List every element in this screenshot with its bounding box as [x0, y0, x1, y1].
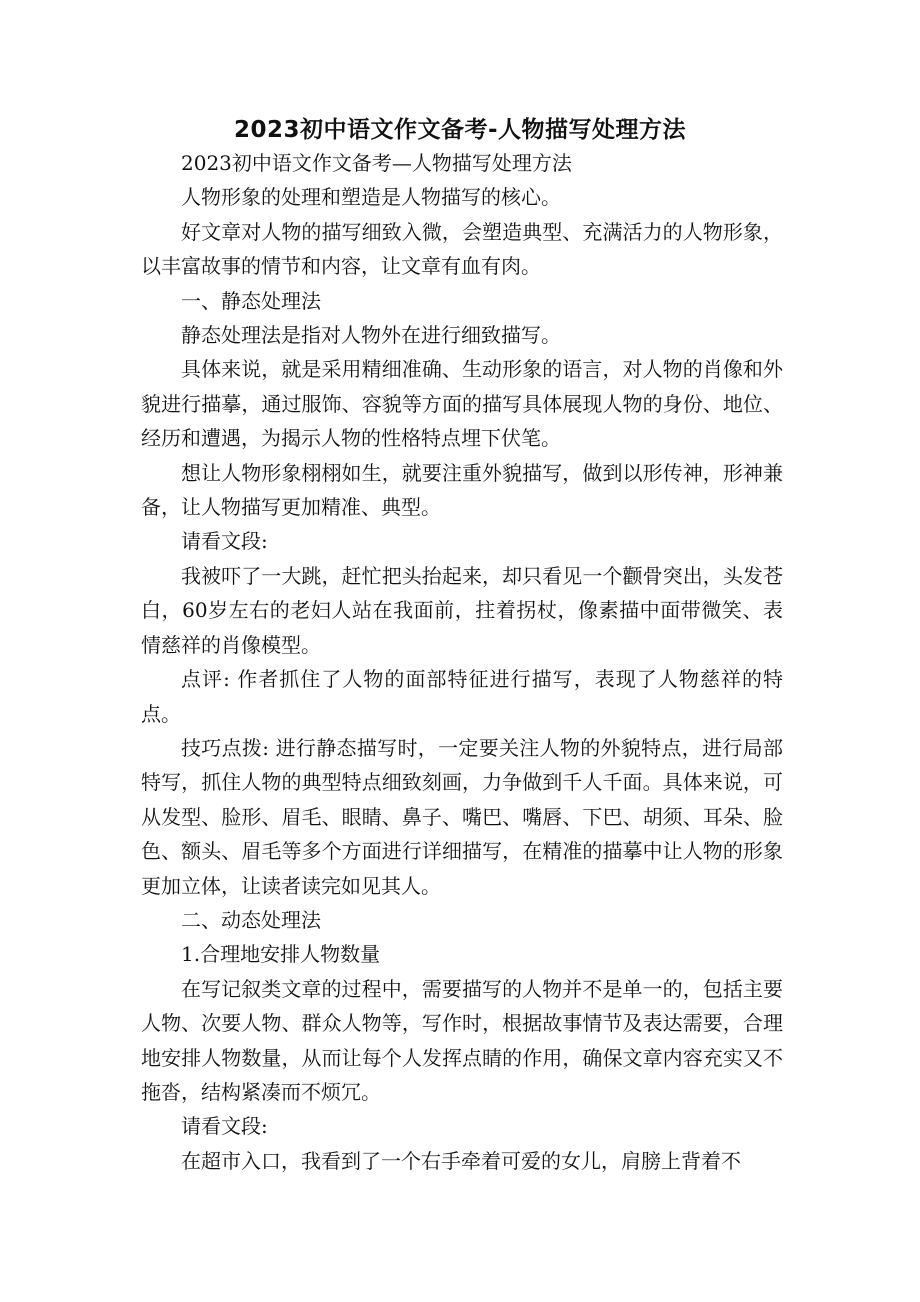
body-paragraph: 请看文段: — [181, 529, 268, 554]
document-body — [141, 146, 783, 1178]
body-paragraph: 请看文段: — [181, 1114, 268, 1139]
tip-paragraph: 技巧点拨: 进行静态描写时，一定要关注人物的外貌特点，进行局部特写，抓住人物的典型特点细致刻画，力争做到千人千面。具体来说，可从发型、脸形、眉毛、眼睛、鼻子、嘴巴、嘴唇、下巴、胡须、耳朵、脸色、额头、眉毛等多个方面进行详细描写，在精准的描摹中让人物的形象更加立体，让读者读完如见其人。 — [141, 735, 783, 898]
subtitle-paragraph: 2023初中语文作文备考—人物描写处理方法 — [181, 151, 572, 175]
document-title: 2023初中语文作文备考-人物描写处理方法 — [233, 117, 687, 143]
subsection-heading: 1.合理地安排人物数量 — [181, 942, 381, 967]
example-paragraph: 在超市入口，我看到了一个右手牵着可爱的女儿，肩膀上背着不 — [181, 1148, 741, 1173]
body-paragraph: 静态处理法是指对人物外在进行细致描写。 — [181, 323, 561, 348]
body-paragraph: 人物形象的处理和塑造是人物描写的核心。 — [181, 185, 561, 210]
body-paragraph: 想让人物形象栩栩如生，就要注重外貌描写，做到以形传神，形神兼备，让人物描写更加精准、典型。 — [141, 460, 783, 520]
section-heading: 一、静态处理法 — [181, 288, 321, 313]
example-paragraph: 我被吓了一大跳，赶忙把头抬起来，却只看见一个颧骨突出，头发苍白，60岁左右的老妇人站在我面前，拄着拐杖，像素描中面带微笑、表情慈祥的肖像模型。 — [141, 563, 783, 657]
comment-paragraph: 点评: 作者抓住了人物的面部特征进行描写，表现了人物慈祥的特点。 — [141, 667, 783, 726]
body-paragraph: 具体来说，就是采用精细准确、生动形象的语言，对人物的肖像和外貌进行描摹，通过服饰、容貌等方面的描写具体展现人物的身份、地位、经历和遭遇，为揭示人物的性格特点埋下伏笔。 — [141, 357, 783, 451]
body-paragraph: 在写记叙类文章的过程中，需要描写的人物并不是单一的，包括主要人物、次要人物、群众人物等，写作时，根据故事情节及表达需要，合理地安排人物数量，从而让每个人发挥点睛的作用，确保文章内容充实又不拖沓，结构紧凑而不烦冗。 — [141, 976, 783, 1104]
body-paragraph: 好文章对人物的描写细致入微，会塑造典型、充满活力的人物形象，以丰富故事的情节和内容，让文章有血有肉。 — [141, 219, 783, 279]
section-heading: 二、动态处理法 — [181, 907, 321, 932]
